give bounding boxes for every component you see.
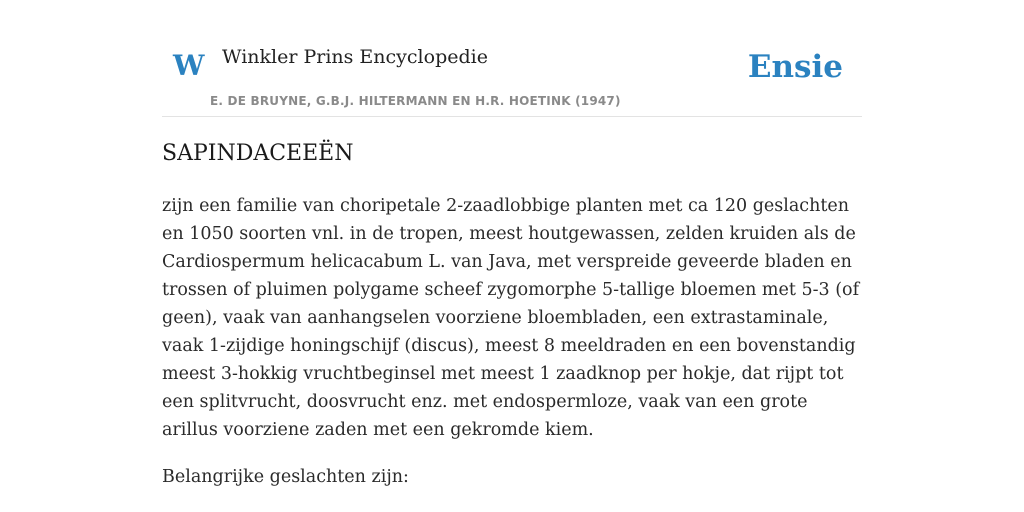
entry-subheading: Belangrijke geslachten zijn: [162, 467, 409, 487]
entry-title: SAPINDACEEËN [162, 141, 354, 166]
entry-body: zijn een familie van choripetale 2-zaadlobbige planten met ca 120 geslachten en 1050 soorten vnl. in de tropen, meest houtgewassen, zelden kruiden als de Cardiospermum helicacabum L. van Java, met verspreide geveerde bladen en trossen of pluimen polygame scheef zygomorphe 5-tallige bloemen met 5-3 (of geen), vaak van aanhangselen voorziene bloembladen, een extrastaminale, vaak 1-zijdige honingschijf (discus), meest 8 meeldraden en een bovenstandig meest 3-hokkig vruchtbeginsel met meest 1 zaadknop per hokje, dat rijpt tot een splitvrucht, doosvrucht enz. met endospermloze, vaak van een grote arillus voorziene zaden met een gekromde kiem. [162, 196, 860, 440]
source-title-link[interactable]: Winkler Prins Encyclopedie [222, 46, 488, 68]
winkler-prins-logo[interactable]: W [173, 49, 205, 82]
header [162, 0, 862, 117]
ensie-logo-link[interactable]: Ensie [747, 49, 843, 85]
authors-credit: E. DE BRUYNE, G.B.J. HILTERMANN EN H.R. HOETINK (1947) [210, 94, 621, 108]
